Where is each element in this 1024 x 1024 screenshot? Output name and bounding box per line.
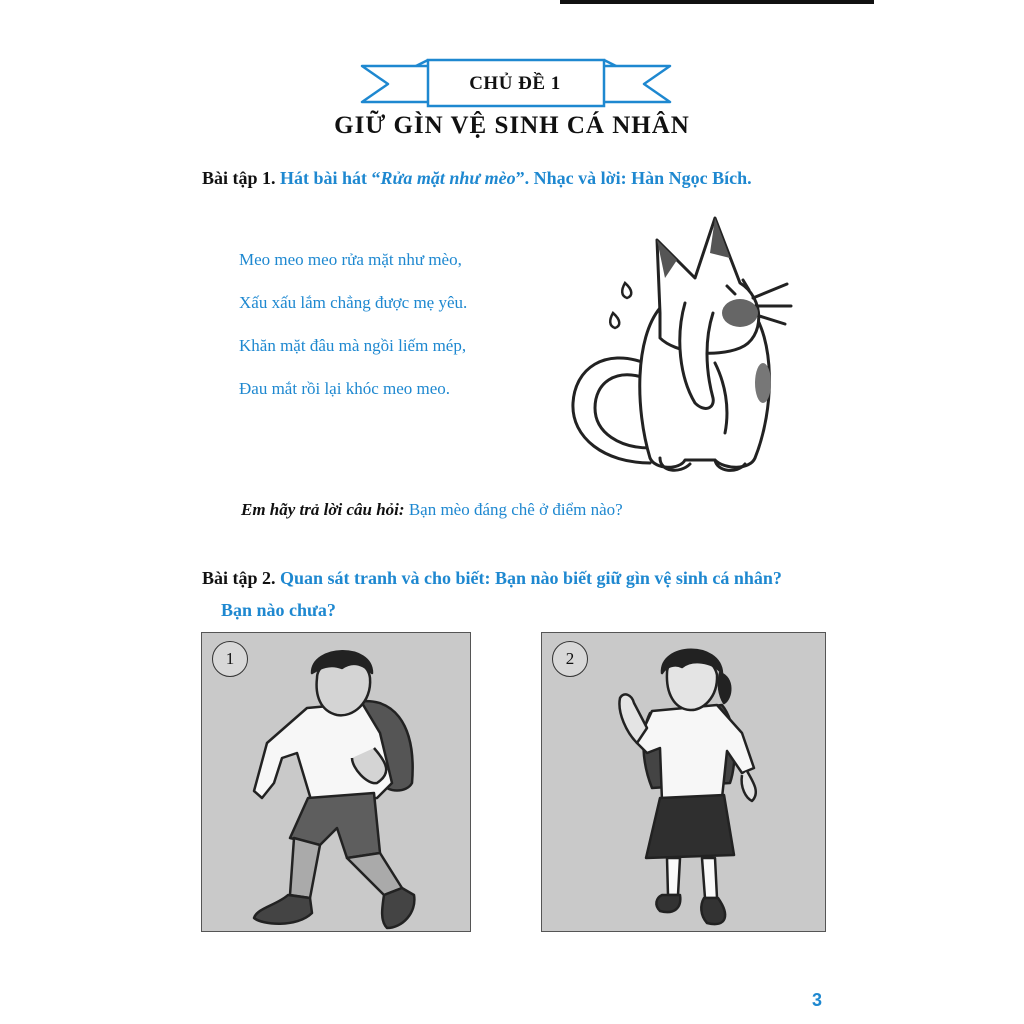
exercise-1-heading	[202, 168, 752, 189]
poem-line: Khăn mặt đâu mà ngồi liếm mép,	[239, 336, 467, 355]
exercise-2-prefix: Bài tập 2.	[202, 568, 276, 588]
poem-line: Đau mắt rồi lại khóc meo meo.	[239, 379, 451, 398]
topic-label: CHỦ ĐỀ 1	[469, 73, 561, 94]
top-rule	[560, 0, 874, 4]
question-text: Bạn mèo đáng chê ở điểm nào?	[408, 500, 623, 519]
exercise-1-text-after: ”. Nhạc và lời: Hàn Ngọc Bích.	[515, 168, 752, 188]
cat-washing-face-illustration	[565, 208, 800, 478]
question-lead: Em hãy trả lời câu hỏi:	[241, 500, 405, 519]
panel-number: 2	[552, 641, 588, 677]
dirty-boy-illustration	[202, 633, 470, 931]
poem	[239, 248, 467, 420]
exercise-1-text-before: Hát bài hát “	[280, 168, 381, 188]
exercise-2-heading	[202, 568, 782, 589]
exercise-2-text: Quan sát tranh và cho biết: Bạn nào biết giữ gìn vệ sinh cá nhân?	[280, 568, 782, 588]
exercise-2-text-cont: Bạn nào chưa?	[221, 600, 336, 620]
page-number: 3	[812, 990, 823, 1010]
poem-line: Meo meo meo rửa mặt như mèo,	[239, 250, 462, 269]
song-title: Rửa mặt như mèo	[380, 168, 516, 188]
exercise-1-prefix: Bài tập 1.	[202, 168, 276, 188]
panel-number: 1	[212, 641, 248, 677]
poem-line: Xấu xấu lắm chẳng được mẹ yêu.	[239, 293, 468, 312]
picture-panel-2	[541, 632, 826, 932]
picture-panel-1	[201, 632, 471, 932]
page-title: GIỮ GÌN VỆ SINH CÁ NHÂN	[334, 112, 690, 139]
question	[241, 500, 623, 520]
clean-girl-illustration	[542, 633, 825, 931]
